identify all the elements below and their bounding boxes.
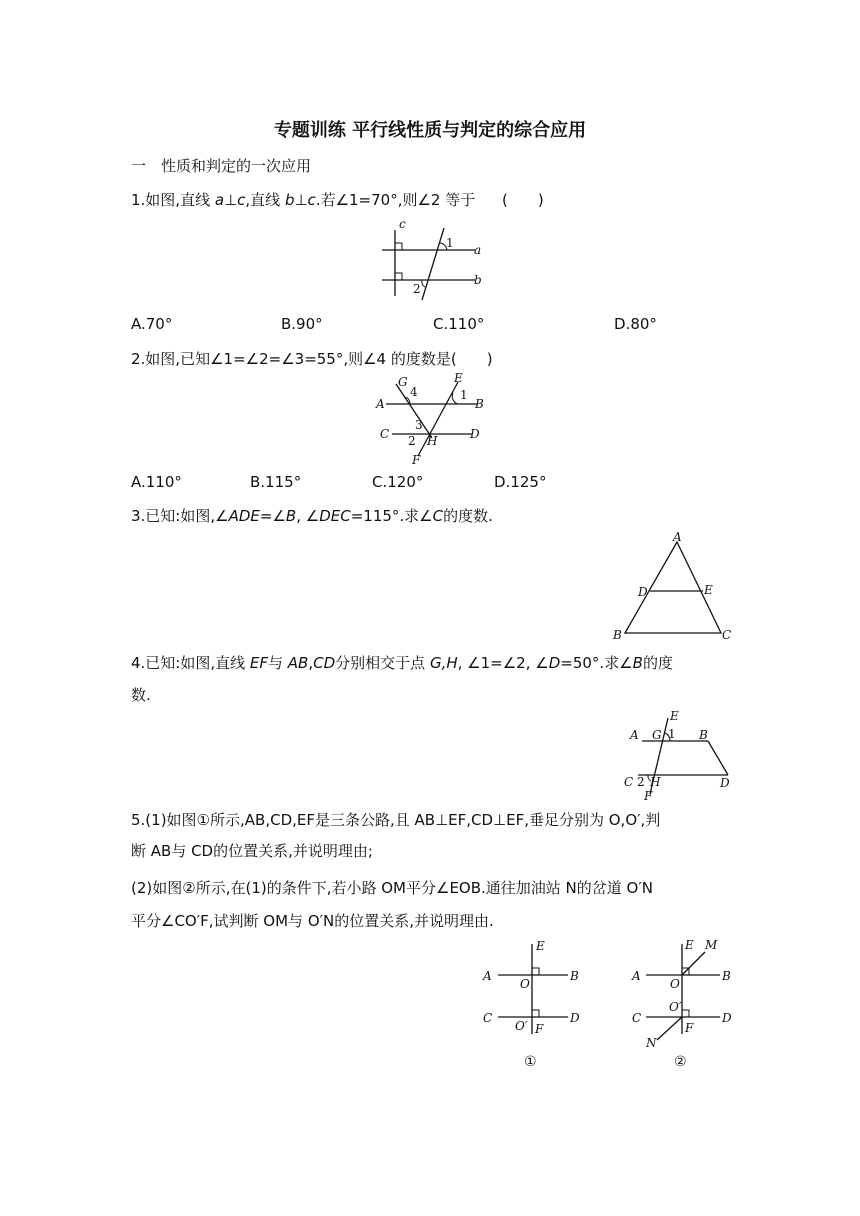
- q1-option-b: B.90°: [281, 315, 323, 333]
- question-4-stem: 4.已知:如图,直线 EF与 AB,CD分别相交于点 G,H, ∠1=∠2, ∠D=50°.求∠B的度: [131, 654, 673, 672]
- q1-option-c: C.110°: [433, 315, 485, 333]
- question-1-stem: 1.如图,直线 a⊥c,直线 b⊥c.若∠1=70°,则∠2 等于 ( ): [131, 191, 544, 209]
- fig2-label-3: 3: [415, 418, 423, 432]
- question-5-figure-2-caption: ②: [674, 1054, 687, 1070]
- question-5-figure-1-caption: ①: [524, 1054, 537, 1070]
- fig2-label-2: 2: [408, 434, 416, 448]
- fig5a-label-O2: O′: [515, 1019, 528, 1033]
- page-title: 专题训练 平行线性质与判定的综合应用: [273, 120, 587, 141]
- fig4-label-G: G: [652, 728, 662, 742]
- fig5b-label-B: B: [722, 969, 731, 983]
- fig5b-label-O2: O′: [669, 1000, 682, 1014]
- fig4-label-1: 1: [668, 727, 676, 741]
- question-2-figure: [372, 372, 492, 467]
- fig3-label-D: D: [638, 585, 648, 599]
- section-heading: 一 性质和判定的一次应用: [131, 157, 312, 175]
- q2-option-d: D.125°: [494, 473, 547, 491]
- fig4-label-E: E: [670, 709, 679, 723]
- fig1-label-b: b: [474, 273, 482, 287]
- question-5-figure-1: [478, 938, 588, 1038]
- fig5a-label-B: B: [570, 969, 579, 983]
- q1-option-a: A.70°: [131, 315, 173, 333]
- question-5-line4: 平分∠CO′F,试判断 OM与 O′N的位置关系,并说明理由.: [131, 912, 494, 930]
- fig1-label-1: 1: [446, 236, 454, 250]
- fig4-label-D: D: [720, 776, 730, 790]
- fig5a-label-D: D: [570, 1011, 580, 1025]
- q2-option-a: A.110°: [131, 473, 182, 491]
- fig3-label-A: A: [673, 530, 682, 544]
- fig4-label-H: H: [650, 775, 661, 789]
- question-3-figure: [610, 532, 740, 647]
- fig2-label-D: D: [470, 427, 480, 441]
- fig1-label-c: c: [399, 217, 406, 231]
- fig2-label-H: H: [427, 434, 438, 448]
- fig4-label-2: 2: [637, 775, 645, 789]
- fig5b-label-E: E: [685, 938, 694, 952]
- fig3-label-B: B: [613, 628, 622, 642]
- fig5a-label-F: F: [535, 1022, 544, 1036]
- fig5b-label-D: D: [722, 1011, 732, 1025]
- fig1-label-a: a: [474, 243, 482, 257]
- fig2-label-G: G: [398, 375, 408, 389]
- fig2-label-A: A: [376, 397, 385, 411]
- fig1-label-2: 2: [413, 282, 421, 296]
- fig3-label-E: E: [704, 583, 713, 597]
- question-5-figure-2: [626, 936, 746, 1048]
- fig5a-label-O: O: [520, 977, 530, 991]
- fig5b-label-N: N: [646, 1036, 657, 1050]
- question-5-line3: (2)如图②所示,在(1)的条件下,若小路 OM平分∠EOB.通往加油站 N的岔道 O′N: [131, 879, 653, 897]
- fig3-label-C: C: [722, 628, 732, 642]
- question-5-line2: 断 AB与 CD的位置关系,并说明理由;: [131, 842, 373, 860]
- fig4-label-F: F: [644, 789, 653, 803]
- fig2-label-B: B: [475, 397, 484, 411]
- question-5-line1: 5.(1)如图①所示,AB,CD,EF是三条公路,且 AB⊥EF,CD⊥EF,垂足分别为 O,O′,判: [131, 811, 661, 829]
- fig4-label-B: B: [699, 728, 708, 742]
- question-4-figure: [620, 708, 740, 803]
- fig4-label-A: A: [630, 728, 639, 742]
- fig2-label-C: C: [380, 427, 390, 441]
- fig5a-label-A: A: [483, 969, 492, 983]
- question-2-stem: 2.如图,已知∠1=∠2=∠3=55°,则∠4 的度数是( ): [131, 350, 493, 368]
- question-1-figure: [370, 216, 490, 301]
- q2-option-b: B.115°: [250, 473, 302, 491]
- fig5b-label-A: A: [632, 969, 641, 983]
- fig5b-label-O: O: [670, 977, 680, 991]
- fig2-label-E: E: [454, 371, 463, 385]
- question-3-stem: 3.已知:如图,∠ADE=∠B, ∠DEC=115°.求∠C的度数.: [131, 507, 493, 525]
- fig2-label-F: F: [412, 453, 421, 467]
- fig2-label-1: 1: [460, 388, 468, 402]
- q1-option-d: D.80°: [614, 315, 657, 333]
- question-4-stem-line2: 数.: [131, 686, 151, 704]
- fig5b-label-F: F: [685, 1021, 694, 1035]
- q2-option-c: C.120°: [372, 473, 424, 491]
- fig5b-label-C: C: [632, 1011, 642, 1025]
- fig4-label-C: C: [624, 775, 634, 789]
- fig2-label-4: 4: [410, 385, 418, 399]
- fig5a-label-E: E: [536, 939, 545, 953]
- fig5b-label-M: M: [705, 938, 718, 952]
- fig5a-label-C: C: [483, 1011, 493, 1025]
